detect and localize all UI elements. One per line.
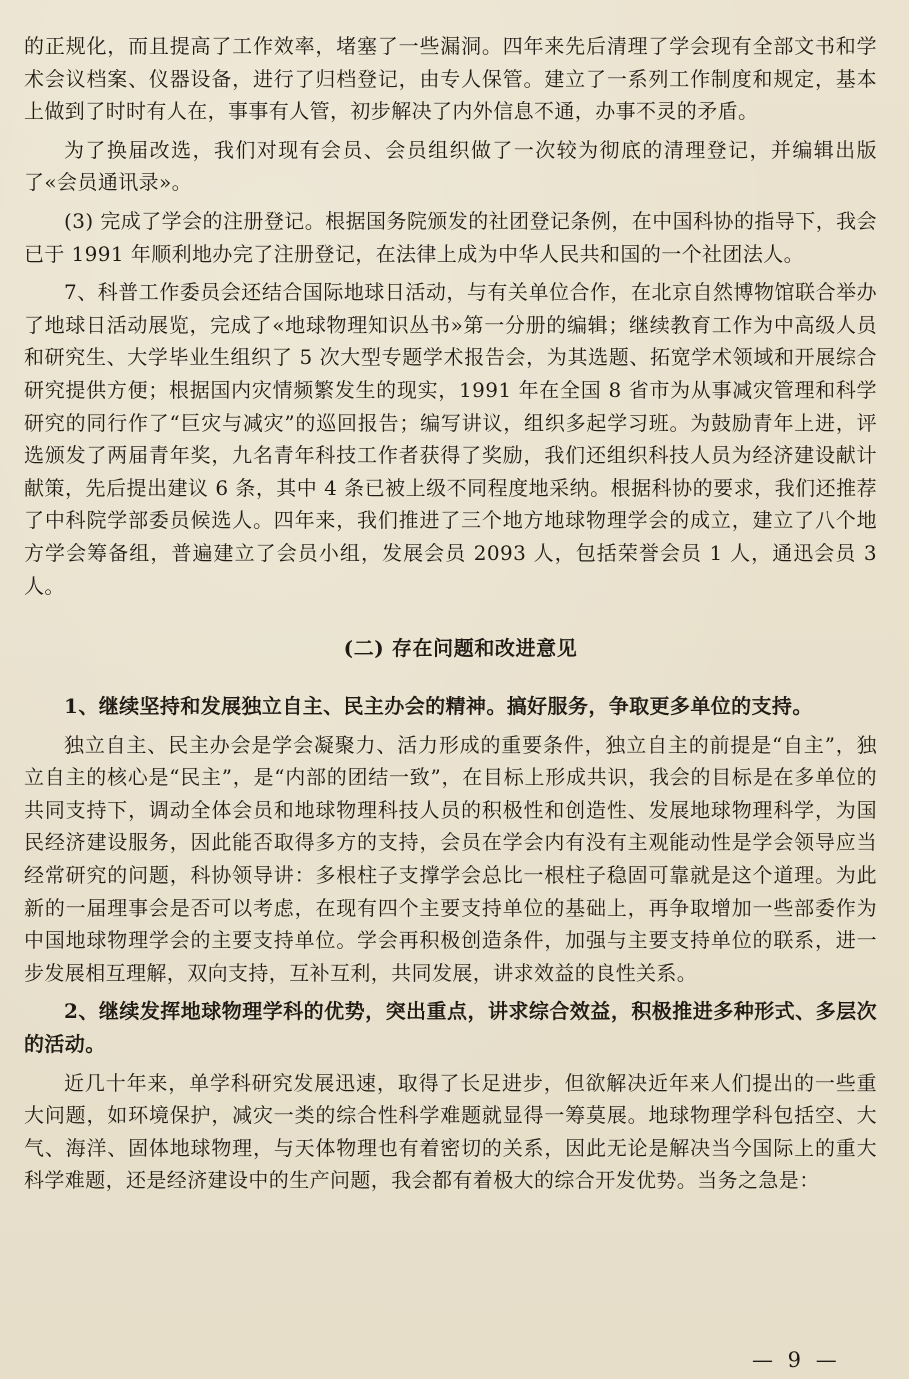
point-heading-1: 1、继续坚持和发展独立自主、民主办会的精神。搞好服务，争取更多单位的支持。 — [64, 694, 813, 719]
section-heading: (二) 存在问题和改进意见 — [343, 636, 578, 661]
paragraph-member-registry: 为了换届改选，我们对现有会员、会员组织做了一次较为彻底的清理登记，并编辑出版了«会员通讯录»。 — [24, 137, 877, 195]
body-text-top — [24, 30, 877, 602]
paragraph-science-popularization: 7、科普工作委员会还结合国际地球日活动，与有关单位合作，在北京自然博物馆联合举办了地球日活动展览，完成了«地球物理知识丛书»第一分册的编辑；继续教育工作为中高级人员和研究生、大学毕业生组织了 5 次大型专题学术报告会，为其选题、拓宽学术领域和开展综合研究提供方便；根据国内灾情频繁发生的现实，1991 年在全国 8 省市为从事减灾管理和科学研究的同行作了“巨灾与减灾”的巡回报告；编写讲议，组织多起学习班。为鼓励青年上进，评选颁发了两届青年奖，九名青年科技工作者获得了奖励，我们还组织科技人员为经济建设献计献策，先后提出建议 6 条，其中 4 条已被上级不同程度地采纳。根据科协的要求，我们还推荐了中科院学部委员候选人。四年来，我们推进了三个地方地球物理学会的成立，建立了八个地方学会筹备组，普遍建立了会员小组，发展会员 2093 人，包括荣誉会员 1 人，通迅会员 3 人。 — [24, 280, 877, 598]
paragraph-continuation: 的正规化，而且提高了工作效率，堵塞了一些漏洞。四年来先后清理了学会现有全部文书和学术会议档案、仪器设备，进行了归档登记，由专人保管。建立了一系列工作制度和规定，基本上做到了时时有人在，事事有人管，初步解决了内外信息不通，办事不灵的矛盾。 — [24, 34, 877, 124]
paragraph-interdisciplinary: 近几十年来，单学科研究发展迅速，取得了长足进步，但欲解决近年来人们提出的一些重大问题，如环境保护，减灾一类的综合性科学难题就显得一筹莫展。地球物理学科包括空、大气、海洋、固体地球物理，与天体物理也有着密切的关系，因此无论是解决当今国际上的重大科学难题，还是经济建设中的生产问题，我会都有着极大的综合开发优势。当务之急是： — [24, 1070, 877, 1193]
point-heading-2: 2、继续发挥地球物理学科的优势，突出重点，讲求综合效益，积极推进多种形式、多层次的活动。 — [24, 999, 877, 1057]
body-text-bottom — [24, 690, 877, 1197]
paragraph-registration: (3) 完成了学会的注册登记。根据国务院颁发的社团登记条例，在中国科协的指导下，我会已于 1991 年顺利地办完了注册登记，在法律上成为中华人民共和国的一个社团法人。 — [24, 208, 877, 266]
paragraph-independence: 独立自主、民主办会是学会凝聚力、活力形成的重要条件，独立自主的前提是“自主”，独立自主的核心是“民主”，是“内部的团结一致”，在目标上形成共识，我会的目标是在多单位的共同支持下，调动全体会员和地球物理科技人员的积极性和创造性、发展地球物理科学，为国民经济建设服务，因此能否取得多方的支持，会员在学会内有没有主观能动性是学会领导应当经常研究的问题，科协领导讲：多根柱子支撑学会总比一根柱子稳固可靠就是这个道理。为此新的一届理事会是否可以考虑，在现有四个主要支持单位的基础上，再争取增加一些部委作为中国地球物理学会的主要支持单位。学会再积极创造条件，加强与主要支持单位的联系，进一步发展相互理解，双向支持，互补互利，共同发展，讲求效益的良性关系。 — [24, 732, 877, 985]
page-number: — 9 — — [752, 1348, 841, 1372]
